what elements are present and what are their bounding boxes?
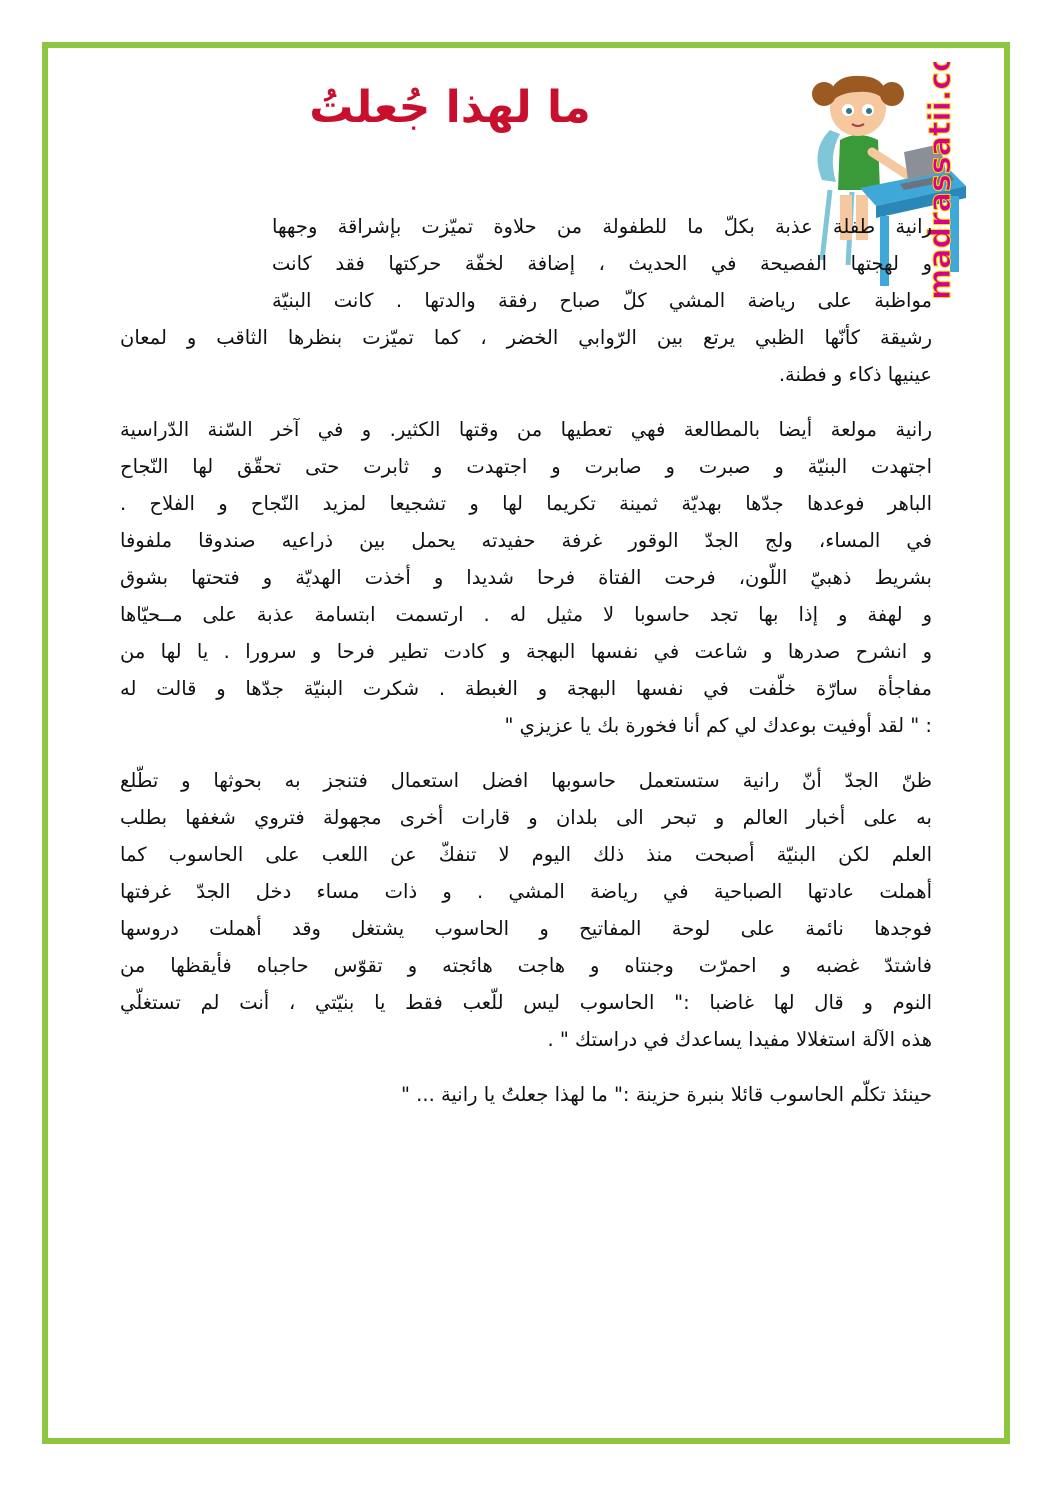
text-line: رانية مولعة أيضا بالمطالعة فهي تعطيها من وقتها الكثير. و في آخر السّنة الدّراسية — [120, 418, 932, 441]
text-line: فاشتدّ غضبه و احمرّت وجنتاه و هاجت هائجته و تقوّس حاجباه فأيقظها من — [120, 954, 932, 977]
text-line: عينيها ذكاء و فطنة. — [778, 363, 932, 386]
story-text — [120, 208, 932, 1131]
text-line: ظنّ الجدّ أنّ رانية ستستعمل حاسوبها افضل استعمال فتنجز به بحوثها و تطّلع — [120, 769, 932, 792]
paragraph-3 — [120, 762, 932, 1058]
watermark-text: madrassatii.com — [923, 62, 958, 300]
text-line: مفاجأة سارّة خلّفت في نفسها البهجة و الغبطة . شكرت البنيّة جدّها و قالت له — [120, 677, 932, 700]
text-line: و انشرح صدرها و شاعت في نفسها البهجة و كادت تطير فرحا و سرورا . يا لها من — [120, 640, 932, 663]
paragraph-4 — [120, 1076, 932, 1113]
paragraph-2 — [120, 411, 932, 744]
text-line: بشريط ذهبيّ اللّون، فرحت الفتاة فرحا شديدا و أخذت الهديّة و فتحتها بشوق — [120, 566, 932, 589]
paragraph-1 — [120, 208, 932, 393]
text-line: رشيقة كأنّها الظبي يرتع بين الرّوابي الخضر ، كما تميّزت بنظرها الثاقب و لمعان — [120, 326, 932, 349]
page-title: ما لهذا جُعلتُ — [309, 82, 591, 133]
text-line: النوم و قال لها غاضبا :" الحاسوب ليس للّعب فقط يا بنيّتي ، أنت لم تستغلّي — [120, 991, 932, 1014]
text-line: هذه الآلة استغلالا مفيدا يساعدك في دراستك " . — [547, 1028, 932, 1051]
text-line: و لهفة و إذا بها تجد حاسوبا لا مثيل له . ارتسمت ابتسامة عذبة على مــحيّاها — [120, 603, 932, 626]
text-line: أهملت عادتها الصباحية في رياضة المشي . و ذات مساء دخل الجدّ غرفتها — [120, 880, 932, 903]
text-line: الباهر فوعدها جدّها بهديّة ثمينة تكريما لها و تشجيعا لمزيد النّجاح و الفلاح . — [120, 492, 932, 515]
text-line: به على أخبار العالم و تبحر الى بلدان و قارات أخرى مجهولة فتروي شغفها بطلب — [120, 806, 932, 829]
text-line: رانية طفلة عذبة بكلّ ما للطفولة من حلاوة تميّزت بإشراقة وجهها — [272, 215, 932, 238]
text-line: العلم لكن البنيّة أصبحت منذ ذلك اليوم لا تنفكّ عن اللعب على الحاسوب كما — [120, 843, 932, 866]
text-line: حينئذ تكلّم الحاسوب قائلا بنبرة حزينة :" ما لهذا جعلتُ يا رانية ... " — [401, 1083, 932, 1106]
text-line: و لهجتها الفصيحة في الحديث ، إضافة لخفّة حركتها فقد كانت — [272, 252, 932, 275]
text-line: مواظبة على رياضة المشي كلّ صباح رفقة والدتها . كانت البنيّة — [272, 289, 932, 312]
text-line: في المساء، ولج الجدّ الوقور غرفة حفيدته يحمل بين ذراعيه صندوقا ملفوفا — [120, 529, 932, 552]
text-line: : " لقد أوفيت بوعدك لي كم أنا فخورة بك يا عزيزي " — [504, 714, 932, 737]
text-line: اجتهدت البنيّة و صبرت و صابرت و اجتهدت و ثابرت حتى تحقّق لها النّجاح — [120, 455, 932, 478]
text-line: فوجدها نائمة على لوحة المفاتيح و الحاسوب يشتغل وقد أهملت دروسها — [120, 917, 932, 940]
